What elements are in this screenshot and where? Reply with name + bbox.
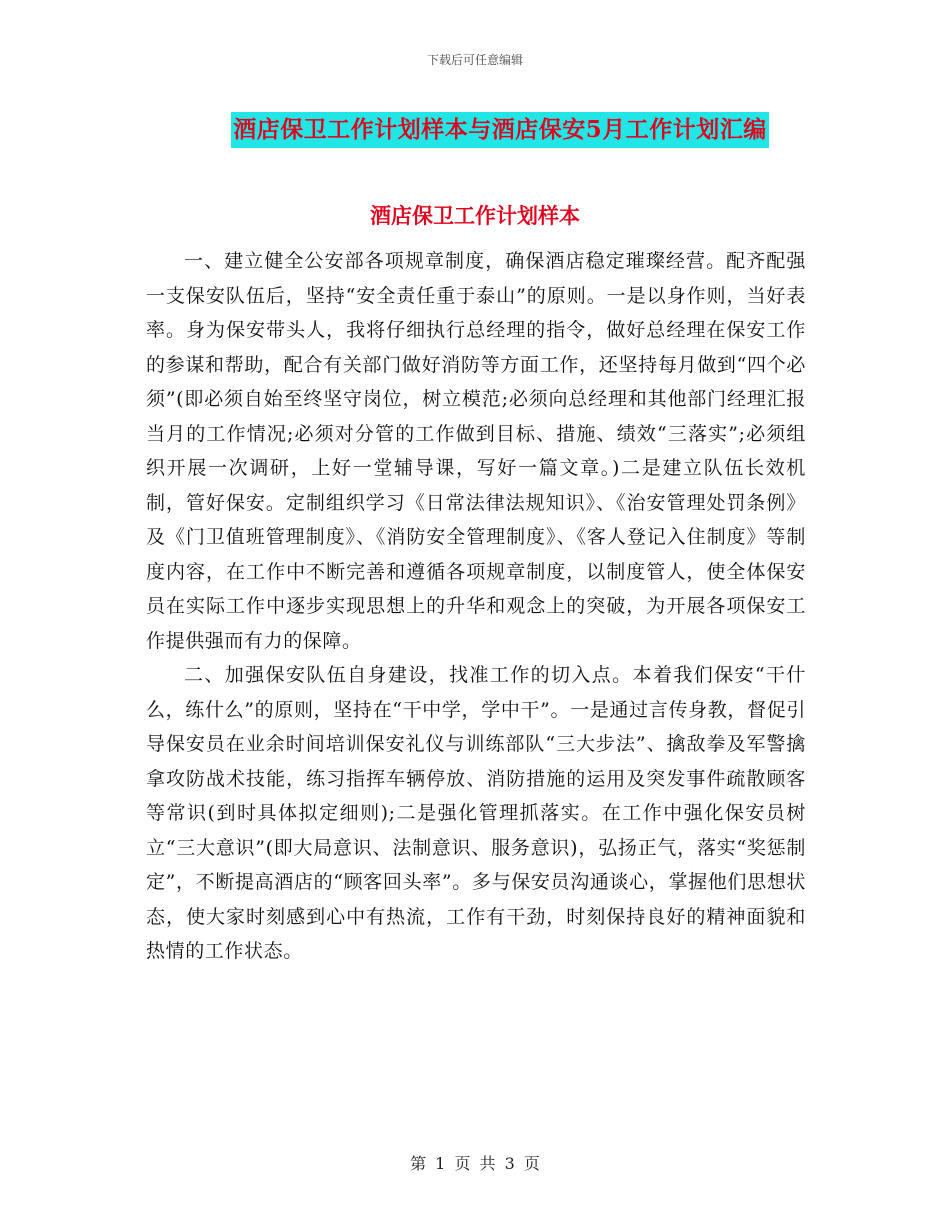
paragraph-2: 二、加强保安队伍自身建设，找准工作的切入点。本着我们保安“干什么，练什么”的原则，坚持在“干中学，学中干”。一是通过言传身教，督促引导保安员在业余时间培训保安礼仪与训练部队“三大步法”、擒敌拳及军警擒拿攻防战术技能，练习指挥车辆停放、消防措施的运用及突发事件疏散顾客等常识(到时具体拟定细则);二是强化管理抓落实。在工作中强化保安员树立“三大意识”(即大局意识、法制意识、服务意识)，弘扬正气，落实“奖惩制定”，不断提高酒店的“顾客回头率”。多与保安员沟通谈心，掌握他们思想状态，使大家时刻感到心中有热流，工作有干劲，时刻保持良好的精神面貌和热情的工作状态。 xyxy=(146,664,806,962)
section-title: 酒店保卫工作计划样本 xyxy=(370,203,580,228)
document-title: 酒店保卫工作计划样本与酒店保安5月工作计划汇编 xyxy=(231,112,769,148)
page-header-note: 下载后可任意编辑 xyxy=(426,53,523,67)
page-number: 第 1 页 共 3 页 xyxy=(410,1154,540,1173)
document-title-container xyxy=(0,112,950,148)
paragraph-1: 一、建立健全公安部各项规章制度，确保酒店稳定璀璨经营。配齐配强一支保安队伍后，坚持“安全责任重于泰山”的原则。一是以身作则，当好表率。身为保安带头人，我将仔细执行总经理的指令，做好总经理在保安工作的参谋和帮助，配合有关部门做好消防等方面工作，还坚持每月做到“四个必须”(即必须自始至终坚守岗位，树立模范;必须向总经理和其他部门经理汇报当月的工作情况;必须对分管的工作做到目标、措施、绩效“三落实”;必须组织开展一次调研，上好一堂辅导课，写好一篇文章。)二是建立队伍长效机制，管好保安。定制组织学习《日常法律法规知识》、《治安管理处罚条例》及《门卫值班管理制度》、《消防安全管理制度》、《客人登记入住制度》等制度内容，在工作中不断完善和遵循各项规章制度，以制度管人，使全体保安员在实际工作中逐步实现思想上的升华和观念上的突破，为开展各项保安工作提供强而有力的保障。 xyxy=(146,250,806,652)
document-body xyxy=(146,244,806,969)
